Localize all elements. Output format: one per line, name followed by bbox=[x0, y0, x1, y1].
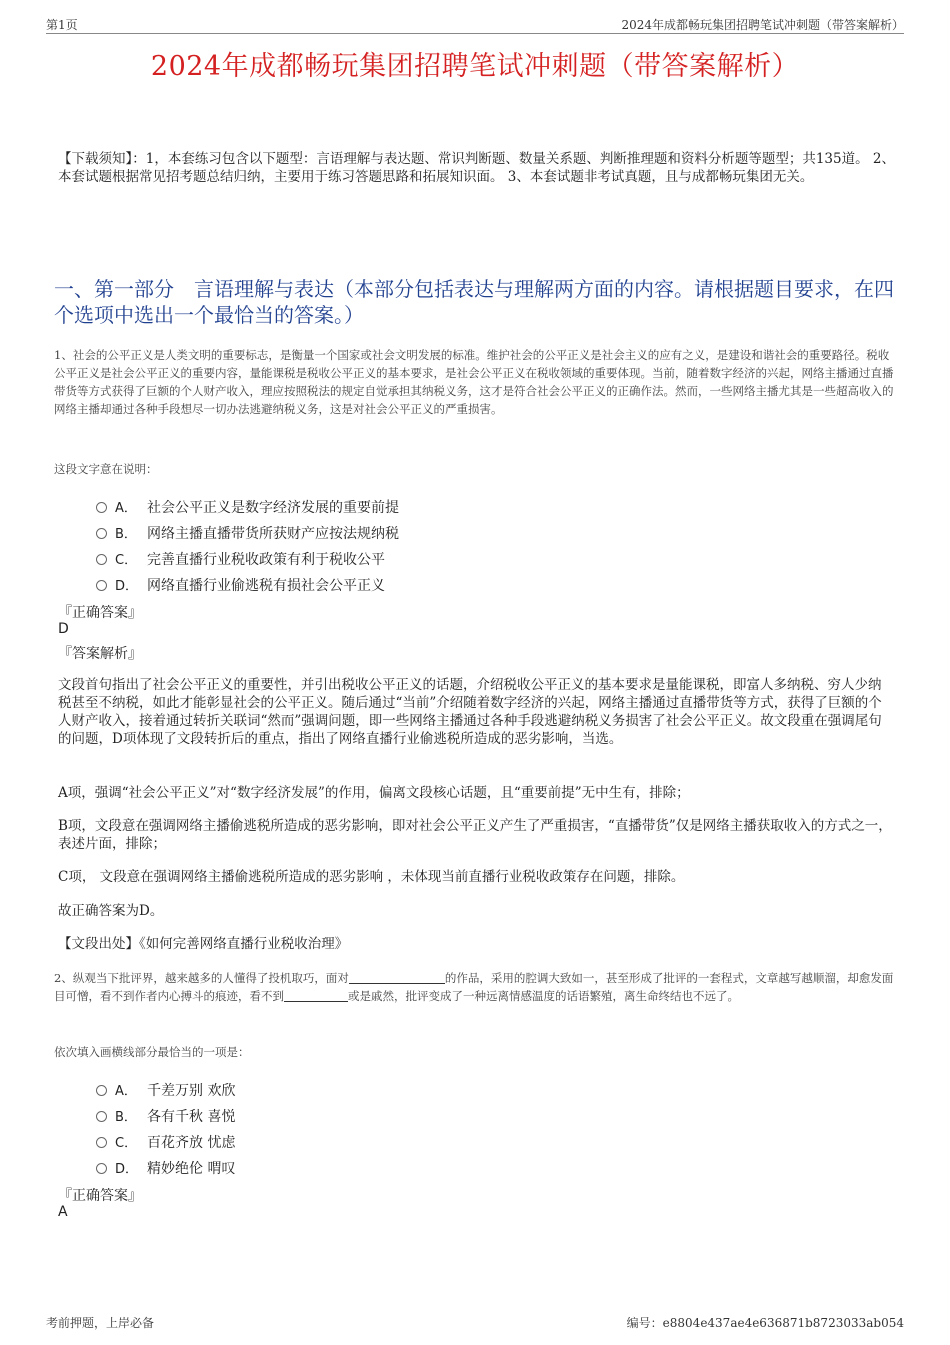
option-letter: D． bbox=[115, 579, 139, 594]
radio-icon[interactable] bbox=[96, 502, 107, 513]
fill-blank bbox=[349, 971, 445, 984]
q2-option-d[interactable] bbox=[96, 1158, 235, 1178]
fill-blank bbox=[284, 989, 348, 1002]
option-letter: C． bbox=[115, 1136, 138, 1151]
footer-slogan: 考前押题，上岸必备 bbox=[46, 1316, 155, 1330]
header-divider bbox=[46, 33, 904, 34]
option-text: 各有千秋 喜悦 bbox=[147, 1109, 236, 1125]
radio-icon[interactable] bbox=[96, 1137, 107, 1148]
q1-option-c[interactable] bbox=[96, 549, 385, 569]
q1-option-a[interactable] bbox=[96, 497, 399, 517]
question-2-prompt: 依次填入画横线部分最恰当的一项是： bbox=[54, 1045, 250, 1059]
option-letter: B． bbox=[115, 527, 137, 542]
option-text: 网络直播行业偷逃税有损社会公平正义 bbox=[147, 578, 385, 594]
stem-text: 的作品，采用的腔调大致如一，甚至形成了批评的一套程式，文章越写越顺溜，却愈发面目可憎，看不到作者内心搏斗的痕迹，看不到 bbox=[54, 971, 894, 1003]
option-text: 完善直播行业税收政策有利于税收公平 bbox=[147, 552, 385, 568]
download-notice: 【下载须知】：1，本套练习包含以下题型：言语理解与表达题、常识判断题、数量关系题、判断推理题和资料分析题等题型；共135道。 2、本套试题根据常见招考题总结归纳，主要用于练习答题思路和拓展知识面。 3、本套试题非考试真题，且与成都畅玩集团无关。 bbox=[58, 151, 895, 185]
q2-option-b[interactable] bbox=[96, 1106, 235, 1126]
radio-icon[interactable] bbox=[96, 554, 107, 565]
section-heading: 一、第一部分 言语理解与表达（本部分包括表达与理解两方面的内容。请根据题目要求，在四个选项中选出一个最恰当的答案。） bbox=[54, 277, 894, 327]
radio-icon[interactable] bbox=[96, 528, 107, 539]
option-text: 百花齐放 忧虑 bbox=[147, 1135, 236, 1151]
question-2-stem bbox=[54, 969, 900, 1005]
question-1-prompt: 这段文字意在说明： bbox=[54, 462, 158, 476]
q2-answer: A bbox=[58, 1204, 68, 1220]
question-1-stem: 1、社会的公平正义是人类文明的重要标志，是衡量一个国家或社会文明发展的标准。维护社会的公平正义是社会主义的应有之义，是建设和谐社会的重要路径。税收公平正义是社会公平正义的重要内容，量能课税是税收公平正义的基本要求，是社会公平正义在税收领域的重要体现。当前，随着数字经济的兴起，网络主播通过直播带货等方式获得了巨额的个人财产收入，理应按照税法的规定自觉承担其纳税义务，这才是符合社会公平正义的正确作法。然而，一些网络主播尤其是一些超高收入的网络主播却通过各种手段想尽一切办法逃避纳税义务，这是对社会公平正义的严重损害。 bbox=[54, 348, 894, 416]
radio-icon[interactable] bbox=[96, 1163, 107, 1174]
option-letter: D． bbox=[115, 1162, 139, 1177]
q1-analysis-paragraph: 故正确答案为D。 bbox=[58, 903, 164, 919]
q2-option-c[interactable] bbox=[96, 1132, 235, 1152]
q1-option-b[interactable] bbox=[96, 523, 399, 543]
header-page-label: 第1页 bbox=[46, 18, 78, 32]
header-doc-title: 2024年成都畅玩集团招聘笔试冲刺题（带答案解析） bbox=[621, 18, 904, 32]
option-letter: A． bbox=[115, 1084, 137, 1099]
q1-analysis-paragraph: 文段首句指出了社会公平正义的重要性，并引出税收公平正义的话题，介绍税收公平正义的基本要求是量能课税，即富人多纳税、穷人少纳税甚至不纳税，如此才能彰显社会的公平正义。随后通过“当前”介绍随着数字经济的兴起，网络主播通过直播带货等方式，获得了巨额的个人财产收入，接着通过转折关联词“然而”强调问题，即一些网络主播通过各种手段逃避纳税义务损害了社会公平正义。故文段重在强调尾句的问题，D项体现了文段转折后的重点，指出了网络直播行业偷逃税所造成的恶劣影响，当选。 bbox=[58, 677, 882, 747]
option-text: 千差万别 欢欣 bbox=[147, 1083, 236, 1099]
option-text: 精妙绝伦 喟叹 bbox=[147, 1161, 236, 1177]
q2-option-a[interactable] bbox=[96, 1080, 235, 1100]
option-letter: A． bbox=[115, 501, 137, 516]
q1-answer: D bbox=[58, 621, 69, 637]
footer-doc-id: 编号：e8804e437ae4e636871b8723033ab054 bbox=[626, 1316, 904, 1330]
q1-analysis-paragraph: C项， 文段意在强调网络主播偷逃税所造成的恶劣影响 ，未体现当前直播行业税收政策存在问题，排除。 bbox=[58, 869, 685, 885]
q1-answer-label: 『正确答案』 bbox=[58, 605, 142, 621]
q1-analysis-label: 『答案解析』 bbox=[58, 646, 142, 662]
stem-text: 2、纵观当下批评界，越来越多的人懂得了投机取巧，面对 bbox=[54, 971, 349, 985]
option-text: 网络主播直播带货所获财产应按法规纳税 bbox=[147, 526, 399, 542]
radio-icon[interactable] bbox=[96, 1111, 107, 1122]
q1-analysis-paragraph: A项，强调“社会公平正义”对“数字经济发展”的作用，偏离文段核心话题，且“重要前提”无中生有，排除； bbox=[58, 785, 690, 801]
q1-analysis-paragraph: B项，文段意在强调网络主播偷逃税所造成的恶劣影响，即对社会公平正义产生了严重损害，“直播带货”仅是网络主播获取收入的方式之一，表述片面，排除； bbox=[58, 818, 892, 852]
option-letter: B． bbox=[115, 1110, 137, 1125]
q1-option-d[interactable] bbox=[96, 575, 385, 595]
radio-icon[interactable] bbox=[96, 1085, 107, 1096]
option-text: 社会公平正义是数字经济发展的重要前提 bbox=[147, 500, 399, 516]
q2-answer-label: 『正确答案』 bbox=[58, 1188, 142, 1204]
radio-icon[interactable] bbox=[96, 580, 107, 591]
page-title: 2024年成都畅玩集团招聘笔试冲刺题（带答案解析） bbox=[150, 51, 800, 82]
option-letter: C． bbox=[115, 553, 138, 568]
stem-text: 或是戚然，批评变成了一种远离情感温度的话语繁殖，离生命终结也不远了。 bbox=[348, 989, 739, 1003]
q1-source: 【文段出处】《如何完善网络直播行业税收治理》 bbox=[58, 936, 349, 952]
